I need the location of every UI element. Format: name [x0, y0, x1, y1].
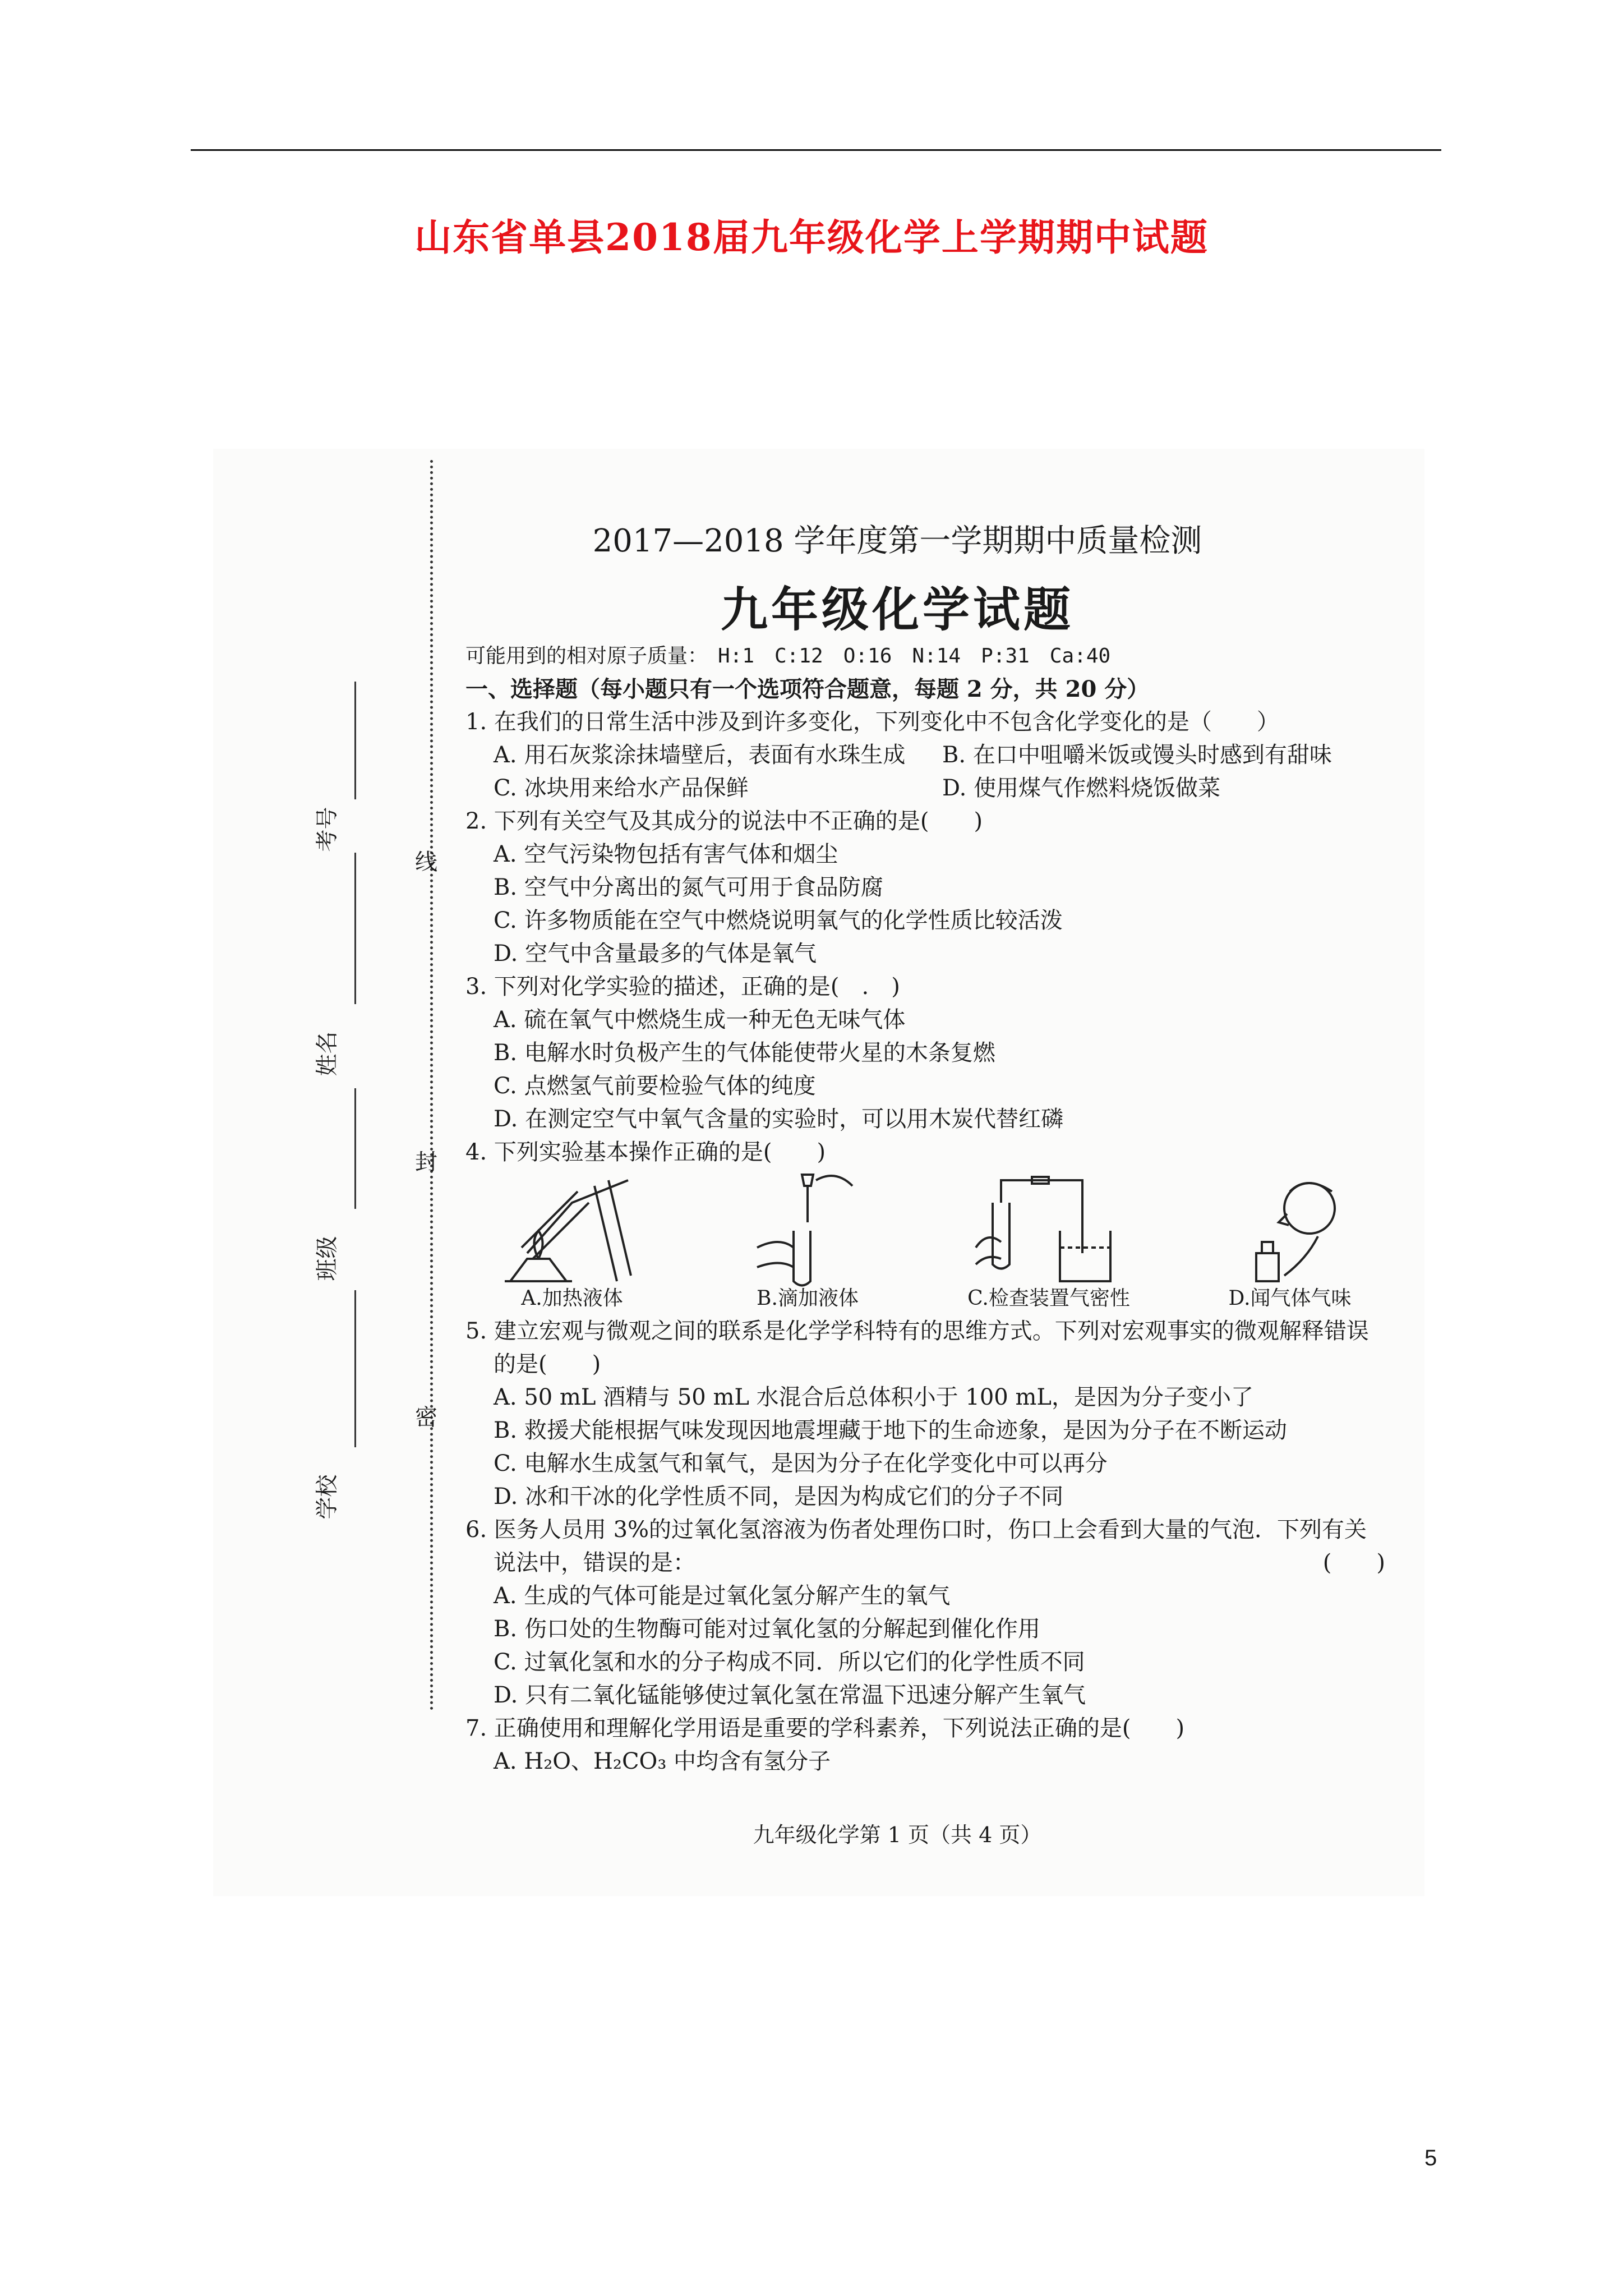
binding-word-line: 线 — [415, 849, 437, 875]
airtightness-check-illustration — [965, 1169, 1133, 1287]
q2-stem: 2. 下列有关空气及其成分的说法中不正确的是( ) — [465, 808, 983, 834]
field-name-label: 姓名 — [314, 1031, 340, 1076]
q7-option-a: A. H₂O、H₂CO₃ 中均含有氢分子 — [494, 1749, 831, 1774]
q6-stem-line2 — [465, 1547, 1408, 1580]
exam-page-footer: 九年级化学第 1 页（共 4 页） — [753, 1823, 1042, 1847]
field-class-line — [354, 1088, 356, 1209]
heating-liquid-illustration — [488, 1169, 656, 1287]
q6-stem-text: 说法中，错误的是： — [494, 1550, 695, 1576]
section-choice-title: 一、选择题（每小题只有一个选项符合题意，每题 2 分，共 20 分） — [465, 676, 1150, 702]
figure-b-caption: B.滴加液体 — [757, 1287, 859, 1310]
q4-figures — [465, 1169, 1408, 1315]
q2-option-d: D. 空气中含量最多的气体是氧气 — [494, 941, 817, 967]
binding-word-seal: 封 — [415, 1149, 437, 1175]
q2-option-a: A. 空气污染物包括有害气体和烟尘 — [494, 841, 838, 867]
q3-option-b: B. 电解水时负极产生的气体能使带火星的木条复燃 — [494, 1040, 995, 1066]
q6-option-a: A. 生成的气体可能是过氧化氢分解产生的氧气 — [494, 1583, 951, 1609]
figure-dropping-liquid — [701, 1169, 914, 1315]
binding-word-secret: 密 — [415, 1405, 437, 1430]
q5-option-c: C. 电解水生成氢气和氧气，是因为分子在化学变化中可以再分 — [494, 1451, 1108, 1476]
q1-stem: 1. 在我们的日常生活中涉及到许多变化，下列变化中不包含化学变化的是（ ） — [465, 709, 1279, 735]
field-exam-number — [308, 807, 342, 852]
figure-a-caption: A.加热液体 — [521, 1287, 623, 1310]
top-rule — [191, 149, 1441, 151]
q6-option-d: D. 只有二氧化锰能够使过氧化氢在常温下迅速分解产生氧气 — [494, 1682, 1086, 1708]
field-school-label: 学校 — [314, 1474, 340, 1520]
q5-option-d: D. 冰和干冰的化学性质不同，是因为构成它们的分子不同 — [494, 1484, 1064, 1510]
exam-title: 九年级化学试题 — [720, 582, 1074, 637]
q3-option-d: D. 在测定空气中氧气含量的实验时，可以用木炭代替红磷 — [494, 1106, 1064, 1132]
q5-option-b: B. 救援犬能根据气味发现因地震埋藏于地下的生命迹象，是因为分子在不断运动 — [494, 1418, 1287, 1443]
field-class — [308, 1236, 342, 1281]
q1-option-d: D. 使用煤气作燃料烧饭做菜 — [942, 775, 1221, 801]
atomic-masses: 可能用到的相对原子质量： H:1 C:12 O:16 N:14 P:31 Ca:40 — [465, 645, 1111, 668]
figure-c-caption: C.检查装置气密性 — [967, 1287, 1130, 1310]
q6-option-c: C. 过氧化氢和水的分子构成不同．所以它们的化学性质不同 — [494, 1649, 1085, 1675]
exam-header: 2017—2018 学年度第一学期期中质量检测 — [592, 523, 1202, 559]
q6-option-b: B. 伤口处的生物酶可能对过氧化氢的分解起到催化作用 — [494, 1616, 1040, 1642]
q3-option-a: A. 硫在氧气中燃烧生成一种无色无味气体 — [494, 1007, 906, 1033]
field-school — [308, 1474, 342, 1520]
figure-d-caption: D.闻气体气味 — [1228, 1287, 1352, 1310]
smelling-gas-illustration — [1206, 1169, 1374, 1287]
scanned-exam-page — [213, 449, 1424, 1896]
q2-option-b: B. 空气中分离出的氮气可用于食品防腐 — [494, 875, 883, 900]
q3-option-c: C. 点燃氢气前要检验气体的纯度 — [494, 1073, 816, 1099]
q5-option-a: A. 50 mL 酒精与 50 mL 水混合后总体积小于 100 mL，是因为分子变小了 — [494, 1384, 1253, 1410]
q5-stem-line2: 的是( ) — [494, 1351, 601, 1377]
figure-airtightness-check — [942, 1169, 1155, 1315]
q4-stem: 4. 下列实验基本操作正确的是( ) — [465, 1139, 826, 1165]
page-number: 5 — [1424, 2146, 1437, 2170]
document-title: 山东省单县2018届九年级化学上学期期中试题 — [414, 215, 1209, 259]
field-school-line — [354, 1290, 356, 1447]
q1-option-b: B. 在口中咀嚼米饭或馒头时感到有甜味 — [942, 742, 1332, 768]
field-name-line — [354, 853, 356, 1004]
q6-answer-paren: ( ) — [1322, 1550, 1385, 1576]
figure-heating-liquid — [465, 1169, 679, 1315]
field-class-label: 班级 — [314, 1236, 340, 1281]
q2-option-c: C. 许多物质能在空气中燃烧说明氧气的化学性质比较活泼 — [494, 908, 1063, 933]
field-name — [308, 1031, 342, 1076]
q7-stem: 7. 正确使用和理解化学用语是重要的学科素养，下列说法正确的是( ) — [465, 1715, 1185, 1741]
exam-content — [465, 639, 1408, 1778]
field-exam-number-line — [354, 682, 356, 799]
figure-smelling-gas — [1183, 1169, 1396, 1315]
field-exam-number-label: 考号 — [314, 807, 340, 852]
q6-stem-line1: 6. 医务人员用 3%的过氧化氢溶液为伤者处理伤口时，伤口上会看到大量的气泡．下列有关 — [465, 1517, 1367, 1543]
q3-stem: 3. 下列对化学实验的描述，正确的是( . ) — [465, 974, 900, 1000]
q1-options-cd — [465, 772, 1408, 805]
dropping-liquid-illustration — [723, 1169, 892, 1287]
binding-dotted-line — [430, 460, 433, 1711]
q1-option-c: C. 冰块用来给水产品保鲜 — [494, 775, 749, 801]
q1-options-ab — [465, 739, 1408, 772]
q1-option-a: A. 用石灰浆涂抹墙壁后，表面有水珠生成 — [494, 742, 906, 768]
q5-stem-line1: 5. 建立宏观与微观之间的联系是化学学科特有的思维方式。下列对宏观事实的微观解释错误 — [465, 1318, 1369, 1344]
